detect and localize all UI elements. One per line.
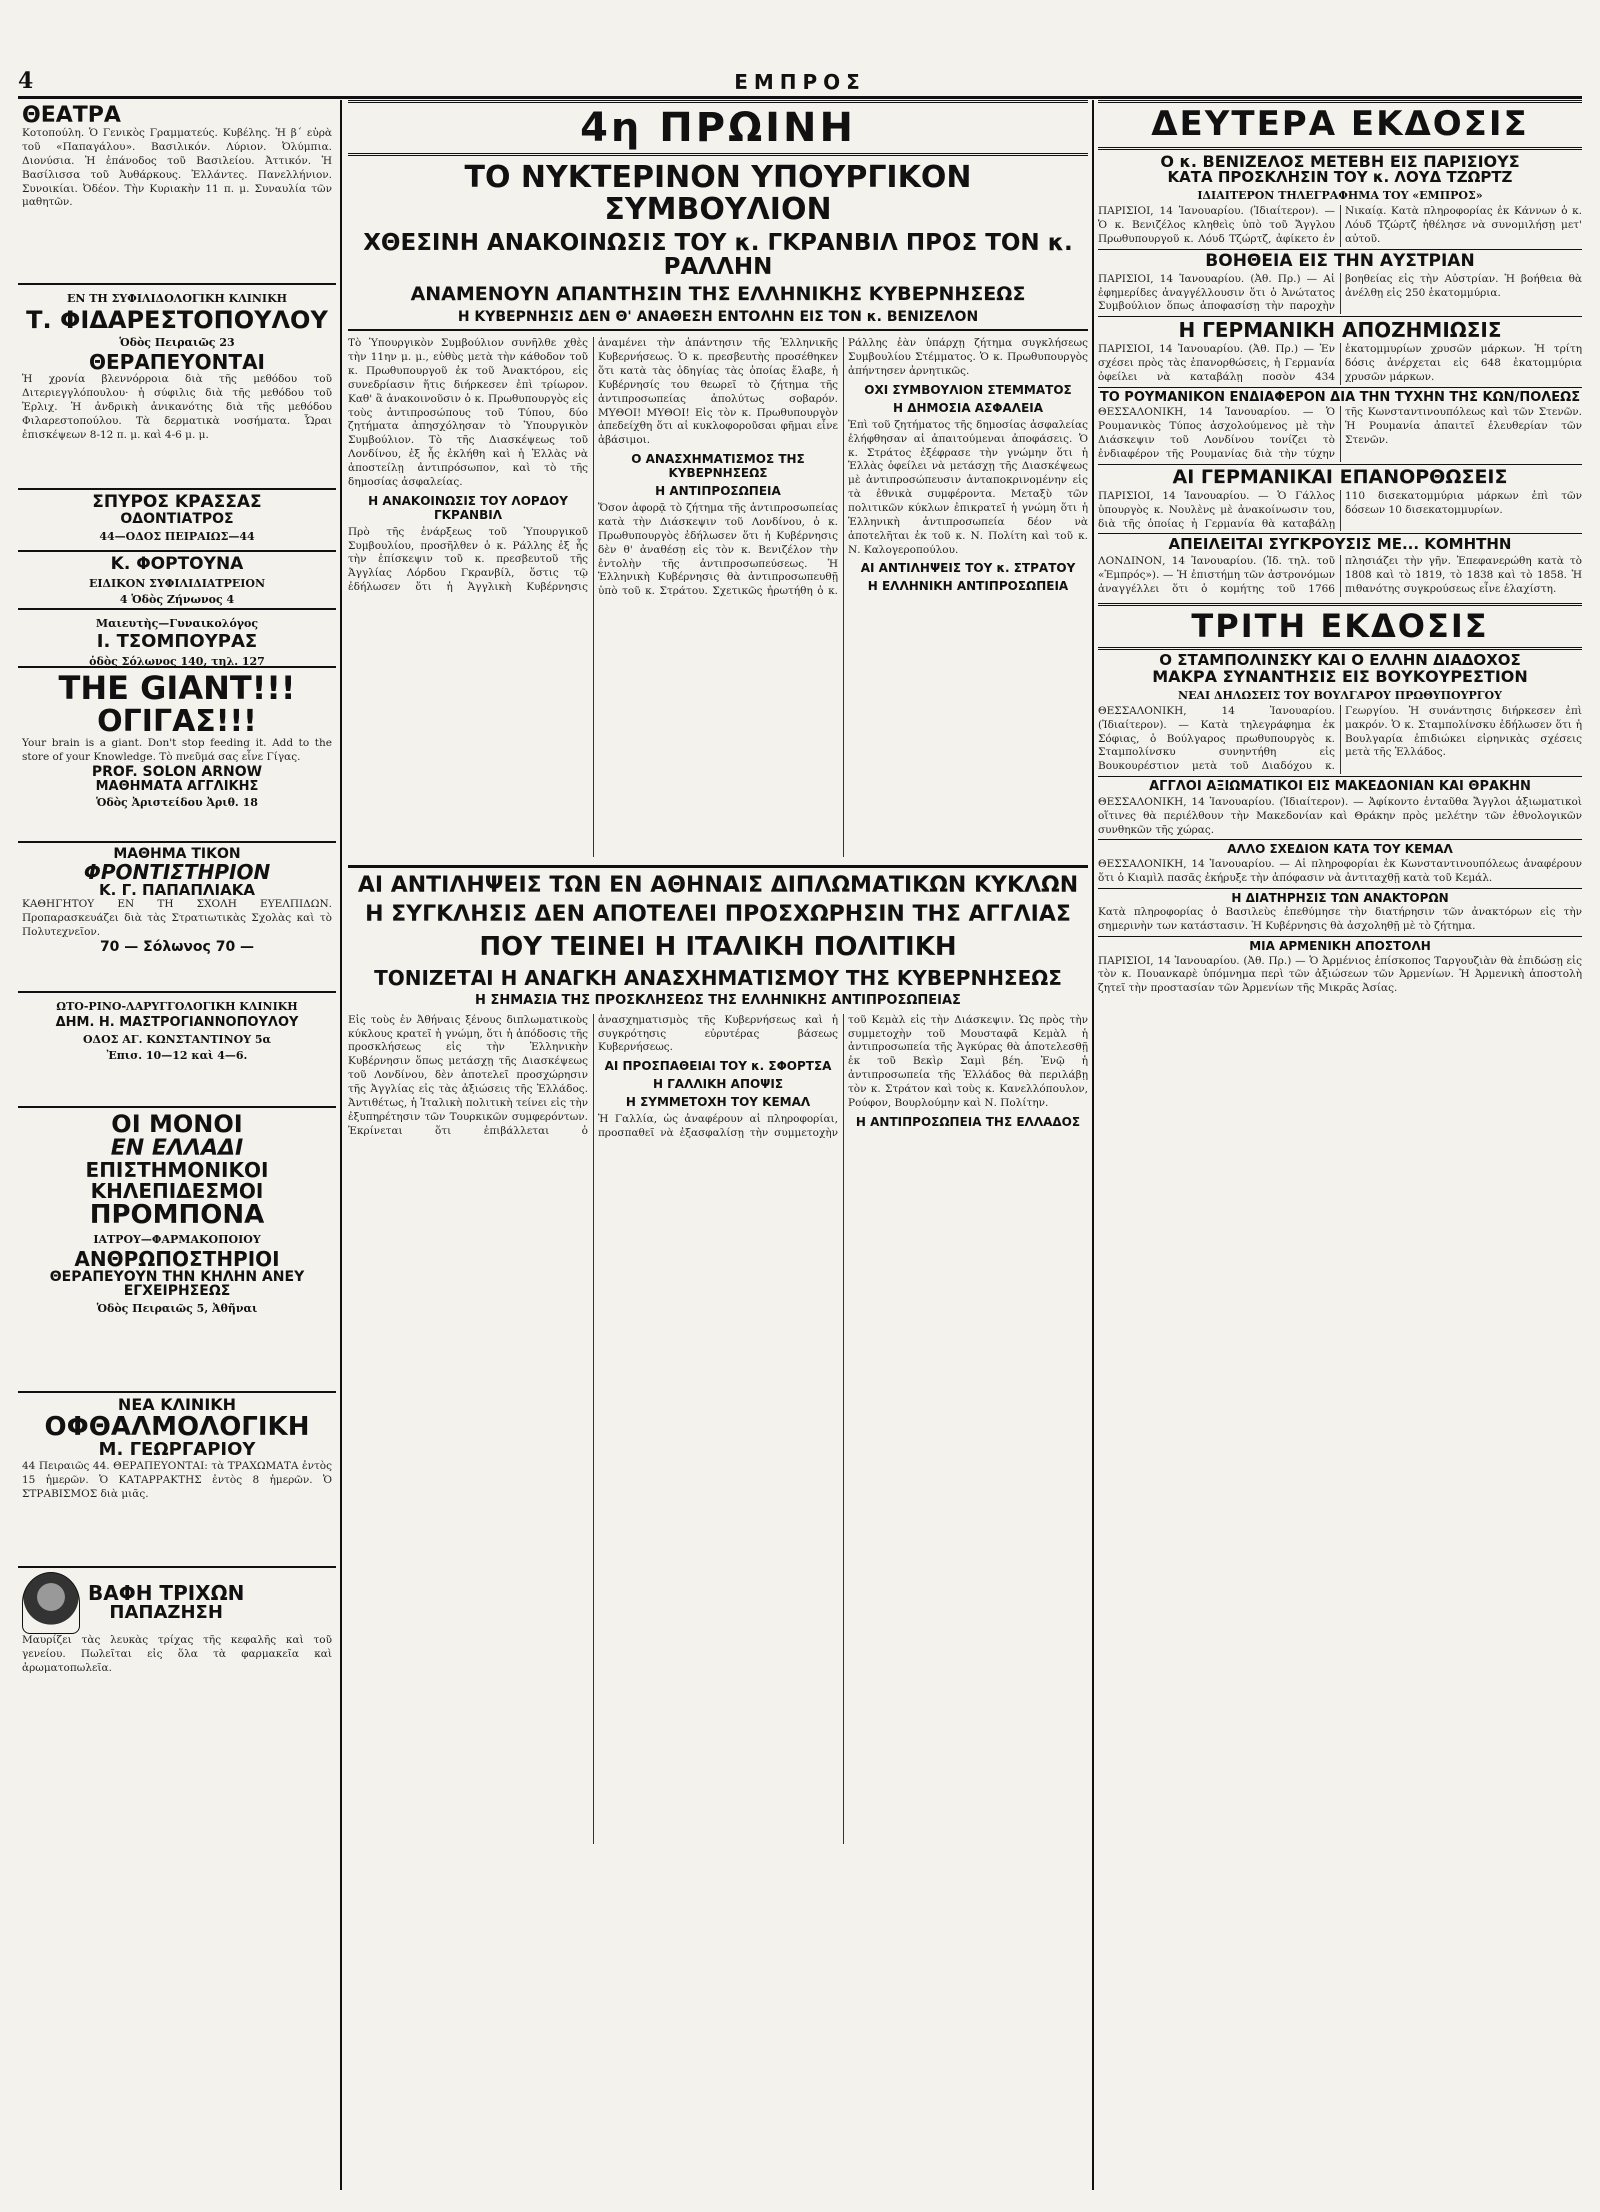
ad-giant	[18, 668, 336, 843]
section-heading: ΟΧΙ ΣΥΜΒΟΥΛΙΟΝ ΣΤΕΜΜΑΤΟΣ	[864, 382, 1072, 397]
ad-hours: Ἐπισ. 10—12 καὶ 4—6.	[106, 1048, 248, 1062]
ad-line: ΜΑΘΗΜΑ ΤΙΚΟΝ	[113, 846, 241, 862]
center-news-column	[348, 100, 1088, 2190]
column-rule	[340, 100, 342, 2190]
ad-address: Ὁδὸς Πειραιῶς 5, Ἀθῆναι	[96, 1301, 258, 1315]
section-heading: Η ΑΝΑΚΟΙΝΩΣΙΣ ΤΟΥ ΛΟΡΔΟΥ ΓΚΡΑΝΒΙΛ	[368, 493, 568, 522]
ad-name: Ι. ΤΣΟΜΠΟΥΡΑΣ	[96, 631, 258, 652]
dispatch-text: ΠΑΡΙΣΙΟΙ, 14 Ἰανουαρίου. (Ἰδιαίτερον). — Ὁ κ. Βενιζέλος κληθεὶς ὑπὸ τοῦ Ἄγγλου Πρωθυπουργοῦ κ. Λόυδ Τζώρτζ, ἀφίκετο ἐν Νικαίᾳ. Κατὰ πληροφορίας ἐκ Κάννων ὁ κ. Λόυδ Τζώρτζ ἠθέλησε νὰ συνομιλήσῃ μετ' αὐτοῦ.	[1098, 205, 1582, 245]
ad-krassas	[18, 490, 336, 552]
ad-line: ΟΙ ΜΟΝΟΙ	[111, 1110, 243, 1138]
ad-fortouna	[18, 552, 336, 610]
mid-headline-1: ΑΙ ΑΝΤΙΛΗΨΕΙΣ ΤΩΝ ΕΝ ΑΘΗΝΑΙΣ ΔΙΠΛΩΜΑΤΙΚΩΝ ΚΥΚΛΩΝ	[357, 873, 1079, 899]
ad-giant-greek: ΟΓΙΓΑΣ!!!	[97, 703, 257, 739]
right-headline: ΑΓΓΛΟΙ ΑΞΙΩΜΑΤΙΚΟΙ ΕΙΣ ΜΑΚΕΔΟΝΙΑΝ ΚΑΙ ΘΡΑΚΗΝ	[1098, 776, 1582, 794]
article-body: Ἡ Γαλλία, ὡς ἀναφέρουν αἱ πληροφορίαι, προσπαθεῖ νὰ ἐξασφαλίσῃ τὴν συμμετοχὴν τοῦ Κεμὰλ εἰς τὴν Διάσκεψιν. Ὡς πρὸς τὴν συμμετοχὴν τοῦ Μουσταφᾶ Κεμὰλ ἡ ἀντιπροσωπεία τῆς Ἀγκύρας θὰ ἀποτελεσθῇ ἐκ τοῦ Βεκὶρ Σαμὶ βέη. Ἐνῷ ἡ ἀντιπροσωπεία τῆς Ἑλλάδος θὰ περιλάβῃ τὸν κ. Στράτον καὶ τοὺς κ. Κανελλόπουλον, Ρούφον, Βουρλούμην καὶ Ν. Πολίτην.	[598, 1013, 1088, 1140]
ad-line: ΕΠΙΣΤΗΜΟΝΙΚΟΙ	[85, 1158, 269, 1183]
dispatch-text: ΘΕΣΣΑΛΟΝΙΚΗ, 14 Ἰανουαρίου. (Ἰδιαίτερον). — Κατὰ τηλεγράφημα ἐκ Σόφιας, ὁ Βούλγαρος πρωθυπουργὸς κ. Σταμπολίνσκυ συνηντήθη εἰς Βουκουρέστιον μετὰ τοῦ Διαδόχου κ. Γεωργίου. Ἡ συνάντησις διήρκεσεν ἐπὶ μακρόν. Ὁ κ. Σταμπολίνσκυ ἐδήλωσεν ὅτι ἡ Βουλγαρία ἐπιδιώκει εἰρηνικὰς σχέσεις μετὰ τῆς Ἑλλάδος.	[1098, 704, 1582, 773]
edition-banner: 4η ΠΡΩΙΝΗ	[348, 100, 1088, 156]
right-headline: ΑΛΛΟ ΣΧΕΔΙΟΝ ΚΑΤΑ ΤΟΥ ΚΕΜΑΛ	[1098, 839, 1582, 856]
theatre-title: ΘΕΑΤΡΑ	[22, 103, 121, 128]
section-heading: ΑΙ ΑΝΤΙΛΗΨΕΙΣ ΤΟΥ κ. ΣΤΡΑΤΟΥ	[860, 561, 1076, 576]
ad-title: ΑΝΘΡΩΠΟΣΤΗΡΙΟΙ	[74, 1246, 280, 1271]
headline-3: ΑΝΑΜΕΝΟΥΝ ΑΠΑΝΤΗΣΙΝ ΤΗΣ ΕΛΛΗΝΙΚΗΣ ΚΥΒΕΡΝΗΣΕΩΣ	[410, 283, 1026, 306]
mid-headline-4: ΤΟΝΙΖΕΤΑΙ Η ΑΝΑΓΚΗ ΑΝΑΣΧΗΜΑΤΙΣΜΟΥ ΤΗΣ ΚΥΒΕΡΝΗΣΕΩΣ	[374, 965, 1062, 990]
mid-headline-3: ΠΟΥ ΤΕΙΝΕΙ Η ΙΤΑΛΙΚΗ ΠΟΛΙΤΙΚΗ	[479, 932, 957, 963]
dispatch-text: ΠΑΡΙΣΙΟΙ, 14 Ἰανουαρίου. (Ἀθ. Πρ.) — Ἐν σχέσει πρὸς τὰς ἐπανορθώσεις, ἡ Γερμανία ὀφείλει νὰ καταβάλῃ ποσὸν 434 ἑκατομμυρίων χρυσῶν μάρκων. Ἡ τρίτη δόσις ἀνέρχεται εἰς 648 ἑκατομμύρια χρυσῶν μάρκων.	[1098, 343, 1582, 383]
ad-address: 44—ΟΔΟΣ ΠΕΙΡΑΙΩΣ—44	[99, 529, 255, 543]
ad-name: ΔΗΜ. Η. ΜΑΣΤΡΟΓΙΑΝΝΟΠΟΥΛΟΥ	[55, 1015, 299, 1030]
section-heading: Η ΑΝΤΙΠΡΟΣΩΠΕΙΑ ΤΗΣ ΕΛΛΑΔΟΣ	[855, 1114, 1081, 1129]
right-headline: ΚΑΤΑ ΠΡΟΣΚΛΗΣΙΝ ΤΟΥ κ. ΛΟΥΔ ΤΖΩΡΤΖ	[1167, 168, 1513, 187]
ad-teacher: PROF. SOLON ARNOW	[91, 763, 263, 780]
section-heading: Η ΑΝΤΙΠΡΟΣΩΠΕΙΑ	[655, 484, 781, 499]
article-body: Τὸ Ὑπουργικὸν Συμβούλιον συνῆλθε χθὲς τὴν 11ην μ. μ., εὐθὺς μετὰ τὴν κάθοδον τοῦ κ. Πρωθυπουργοῦ ἐκ τοῦ Ἀνακτόρου, εἰς συνεδρίασιν ἥτις διήρκεσεν ἐπὶ τρίωρον. Καθ' ἃ ἀνακοινοῦσιν ὁ κ. Πρωθυπουργὸς εἰς τοὺς ἀντιπροσώπους τοῦ Τύπου, δύο ζητήματα ἀπησχόλησαν τὸ Ὑπουργικὸν Συμβούλιον. Τὸ τῆς Διασκέψεως τοῦ Λονδίνου, ἐξ ἧς ἐκλήθη καὶ ἡ Ἑλλὰς νὰ ἀποστείλῃ ἀντιπρόσωπον, καὶ τὸ τῆς δημοσίας ἀσφαλείας.	[348, 337, 588, 488]
second-edition-banner: ΔΕΥΤΕΡΑ ΕΚΔΟΣΙΣ	[1098, 100, 1582, 150]
ad-tsompourtas	[18, 610, 336, 668]
right-subline: ΝΕΑΙ ΔΗΛΩΣΕΙΣ ΤΟΥ ΒΟΥΛΓΑΡΟΥ ΠΡΩΘΥΠΟΥΡΓΟΥ	[1178, 688, 1502, 702]
ad-title: ΟΔΟΝΤΙΑΤΡΟΣ	[120, 510, 234, 527]
mid-headline-2: Η ΣΥΓΚΛΗΣΙΣ ΔΕΝ ΑΠΟΤΕΛΕΙ ΠΡΟΣΧΩΡΗΣΙΝ ΤΗΣ ΑΓΓΛΙΑΣ	[365, 902, 1071, 928]
right-headline: ΜΙΑ ΑΡΜΕΝΙΚΗ ΑΠΟΣΤΟΛΗ	[1098, 936, 1582, 953]
paper-name: ΕΜΠΡΟΣ	[734, 70, 866, 94]
right-headline: ΒΟΗΘΕΙΑ ΕΙΣ ΤΗΝ ΑΥΣΤΡΙΑΝ	[1098, 249, 1582, 271]
ad-giant-title: THE GIANT!!!	[58, 669, 296, 707]
left-ads-column	[18, 100, 336, 2190]
ad-line: ΝΕΑ ΚΛΙΝΙΚΗ	[117, 1395, 237, 1414]
dispatch-text: ΛΟΝΔΙΝΟΝ, 14 Ἰανουαρίου. (Ἰδ. τηλ. τοῦ «Ἐμπρός»). — Ἡ ἐπιστήμη τῶν ἀστρονόμων ἀναγγέλλει ὅτι ὁ κομήτης τοῦ 1766 πλησιάζει τὴν γῆν. Ἐπεφανερώθη κατὰ τὸ 1808 καὶ τὸ 1819, τὸ 1838 καὶ τὸ 1858. Ἡ πιθανότης συγκρούσεως εἶνε ἐλαχίστη.	[1098, 555, 1582, 595]
dispatch-text: ΘΕΣΣΑΛΟΝΙΚΗ, 14 Ἰανουαρίου. — Αἱ πληροφορίαι ἐκ Κωνσταντινουπόλεως ἀναφέρουν ὅτι ὁ Κιαμὶλ πασᾶς ἐκήρυξε τὴν ἀπόφασιν νὰ ἀντιταχθῇ κατὰ τοῦ Κεμάλ.	[1098, 857, 1582, 884]
ad-subject: ΜΑΘΗΜΑΤΑ ΑΓΓΛΙΚΗΣ	[95, 778, 259, 794]
ad-line: ΕΝ ΕΛΛΑΔΙ	[110, 1136, 244, 1162]
right-headline: ΤΟ ΡΟΥΜΑΝΙΚΟΝ ΕΝΔΙΑΦΕΡΟΝ ΔΙΑ ΤΗΝ ΤΥΧΗΝ ΤΗΣ ΚΩΝ/ΠΟΛΕΩΣ	[1098, 387, 1582, 405]
section-heading: Η ΣΥΜΜΕΤΟΧΗ ΤΟΥ ΚΕΜΑΛ	[625, 1095, 811, 1110]
ad-doctor-name: Τ. ΦΙΔΑΡΕΣΤΟΠΟΥΛΟΥ	[26, 306, 328, 334]
article-diplomatic	[348, 1014, 1088, 1844]
ad-address: 70 — Σόλωνος 70 —	[99, 939, 255, 956]
ad-address: Ὁδὸς Ἀριστείδου Ἀριθ. 18	[96, 796, 258, 810]
ad-name: Μ. ΓΕΩΡΓΑΡΙΟΥ	[98, 1439, 256, 1461]
ad-address: ὁδὸς Σόλωνος 140, τηλ. 127	[89, 654, 265, 668]
ad-papazisi	[18, 1568, 336, 1948]
right-news-column	[1098, 100, 1582, 2190]
right-subline: ΙΔΙΑΙΤΕΡΟΝ ΤΗΛΕΓΡΑΦΗΜΑ ΤΟΥ «ΕΜΠΡΟΣ»	[1197, 189, 1483, 203]
portrait-illustration	[22, 1572, 80, 1634]
third-edition-banner: ΤΡΙΤΗ ΕΚΔΟΣΙΣ	[1098, 603, 1582, 651]
ad-line: ΟΦΘΑΛΜΟΛΟΓΙΚΗ	[44, 1411, 310, 1442]
section-heading: Η ΕΛΛΗΝΙΚΗ ΑΝΤΙΠΡΟΣΩΠΕΙΑ	[867, 579, 1069, 594]
second-article	[348, 865, 1088, 1843]
ad-address: 4 Ὁδὸς Ζήνωνος 4	[119, 592, 235, 606]
ad-mastrogiannopoulou	[18, 993, 336, 1108]
ad-name: ΠΑΠΑΖΗΣΗ	[109, 1602, 223, 1624]
page-number: 4	[18, 68, 34, 94]
right-headline: ΑΙ ΓΕΡΜΑΝΙΚΑΙ ΕΠΑΝΟΡΘΩΣΕΙΣ	[1098, 464, 1582, 488]
ad-sub: ΙΑΤΡΟΥ—ΦΑΡΜΑΚΟΠΟΙΟΥ	[93, 1232, 261, 1246]
section-heading: Ο ΑΝΑΣΧΗΜΑΤΙΣΜΟΣ ΤΗΣ ΚΥΒΕΡΝΗΣΕΩΣ	[631, 452, 805, 481]
ad-text: ΘΕΡΑΠΕΥΟΥΝ ΤΗΝ ΚΗΛΗΝ ΑΝΕΥ ΕΓΧΕΙΡΗΣΕΩΣ	[49, 1268, 305, 1300]
ad-name: ΣΠΥΡΟΣ ΚΡΑΣΣΑΣ	[92, 492, 262, 512]
right-headline: ΜΑΚΡΑ ΣΥΝΑΝΤΗΣΙΣ ΕΙΣ ΒΟΥΚΟΥΡΕΣΤΙΟΝ	[1152, 667, 1528, 687]
right-headline: Η ΔΙΑΤΗΡΗΣΙΣ ΤΩΝ ΑΝΑΚΤΟΡΩΝ	[1098, 888, 1582, 905]
ad-address: ΟΔΟΣ ΑΓ. ΚΩΝΣΤΑΝΤΙΝΟΥ 5α	[82, 1032, 272, 1046]
ad-name: Κ. Γ. ΠΑΠΑΠΛΙΑΚΑ	[99, 880, 255, 899]
column-rule	[1092, 100, 1094, 2190]
right-headline: ΑΠΕΙΛΕΙΤΑΙ ΣΥΓΚΡΟΥΣΙΣ ΜΕ... ΚΟΜΗΤΗΝ	[1098, 533, 1582, 553]
theatre-listings	[18, 100, 336, 285]
ad-georgariou	[18, 1393, 336, 1568]
section-heading: ΑΙ ΠΡΟΣΠΑΘΕΙΑΙ ΤΟΥ κ. ΣΦΟΡΤΣΑ	[604, 1059, 832, 1074]
ad-fidarestopoulou	[18, 285, 336, 490]
ad-text: Ἡ χρονία βλεννόρροια διὰ τῆς μεθόδου τοῦ Διτεριεγγλόπουλου· ἡ σύφιλις διὰ τῆς μεθόδου τοῦ Ἐρλιχ. Ἡ ἀνδρικὴ ἀνικανότης διὰ τῆς μεθόδου Φιλαρεστοπούλου. Τὰ δερματικὰ νοσήματα. Ὧραι ἐπισκέψεων 8-12 π. μ. καὶ 4-6 μ. μ.	[22, 373, 332, 441]
article-body: Εἰς τοὺς ἐν Ἀθήναις ξένους διπλωματικοὺς κύκλους κρατεῖ ἡ γνώμη, ὅτι ἡ ἀπόδοσις τῆς προσκλήσεως εἰς τὴν Ἑλληνικὴν Κυβέρνησιν ὅπως μετάσχῃ τῆς Διασκέψεως τοῦ Λονδίνου, δὲν ἀποτελεῖ προσχώρησιν τῆς Ἀγγλίας εἰς τὰς ἀξιώσεις τῆς Ἑλλάδος. Ἀντιθέτως, ἡ Ἰταλικὴ πολιτικὴ τείνει εἰς τὴν ἐξυπηρέτησιν τῶν Τουρκικῶν συμφερόντων. Ἐκρίνεται ὅτι ἐπιβάλλεται ὁ ἀνασχηματισμὸς τῆς Κυβερνήσεως καὶ ἡ συγκρότησις εὐρυτέρας βάσεως Κυβερνήσεως.	[348, 1013, 838, 1137]
right-headline: Η ΓΕΡΜΑΝΙΚΗ ΑΠΟΖΗΜΙΩΣΙΣ	[1098, 316, 1582, 341]
ad-text: Your brain is a giant. Don't stop feeding it. Add to the store of your Knowledge. Τὸ πνεῦμά σας εἶνε Γίγας.	[22, 737, 332, 763]
article-cabinet	[348, 337, 1088, 857]
ad-heading: ΘΕΡΑΠΕΥΟΝΤΑΙ	[89, 350, 265, 375]
ad-text: ΚΑΘΗΓΗΤΟΥ ΕΝ ΤΗ ΣΧΟΛΗ ΕΥΕΛΠΙΔΩΝ. Προπαρασκευάζει διὰ τὰς Στρατιωτικὰς Σχολὰς καὶ τὸ Πολυτεχνεῖον.	[22, 898, 332, 939]
headline-2: ΧΘΕΣΙΝΗ ΑΝΑΚΟΙΝΩΣΙΣ ΤΟΥ κ. ΓΚΡΑΝΒΙΛ ΠΡΟΣ ΤΟΝ κ. ΡΑΛΛΗΝ	[363, 230, 1073, 281]
ad-title: ΒΑΦΗ ΤΡΙΧΩΝ	[88, 1581, 245, 1606]
dispatch-text: ΠΑΡΙΣΙΟΙ, 14 Ἰανουαρίου. (Ἀθ. Πρ.) — Αἱ ἐφημερίδες ἀναγγέλλουσιν ὅτι ὁ Ἀνώτατος Συμβούλιον ὅπως ἀποφασίσῃ τὴν παροχὴν βοηθείας εἰς τὴν Αὐστρίαν. Ἡ βοήθεια θὰ ἀνέλθῃ εἰς 250 ἑκατομμύρια.	[1098, 272, 1582, 313]
ad-papapliaka	[18, 843, 336, 993]
section-heading: Η ΔΗΜΟΣΙΑ ΑΣΦΑΛΕΙΑ	[892, 400, 1044, 415]
ad-text: Μαυρίζει τὰς λευκὰς τρίχας τῆς κεφαλῆς καὶ τοῦ γενείου. Πωλεῖται εἰς ὅλα τὰ φαρμακεῖα καὶ ἀρωματοπωλεῖα.	[22, 1634, 332, 1674]
masthead	[18, 62, 1582, 99]
headline-4: Η ΚΥΒΕΡΝΗΣΙΣ ΔΕΝ Θ' ΑΝΑΘΕΣΗ ΕΝΤΟΛΗΝ ΕΙΣ ΤΟΝ κ. ΒΕΝΙΖΕΛΟΝ	[348, 309, 1088, 331]
article-body: Ἐπὶ τοῦ ζητήματος τῆς δημοσίας ἀσφαλείας ἐλήφθησαν αἱ ἀπαιτούμεναι ἀποφάσεις. Ὁ κ. Στράτος ἐξέφρασε τὴν γνώμην ὅτι ἡ Ἑλλὰς ὀφείλει νὰ μετάσχῃ τῆς Διασκέψεως μὲ ἀντιπροσώπευσιν ἀνταποκρινομένην εἰς τὰ ἐθνικὰ συμφέροντα. Μεταξὺ τῶν πολιτικῶν κύκλων ἐπικρατεῖ ἡ γνώμη ὅτι ἡ Ἑλληνικὴ ἀντιπροσωπεία δέον νὰ ἀποτελῆται ἐκ τοῦ κ. Ν. Πολίτη καὶ τοῦ κ. Ν. Καλογεροπούλου.	[848, 418, 1088, 556]
ad-name: ΠΡΟΜΠΟΝΑ	[89, 1200, 265, 1231]
dispatch-text: Κατὰ πληροφορίας ὁ Βασιλεὺς ἐπεθύμησε τὴν διατήρησιν τῶν ἀνακτόρων εἰς τὴν σημερινὴν των κατάστασιν. Ἡ Κυβέρνησις θὰ ἀσχοληθῇ μὲ τὸ ζήτημα.	[1098, 906, 1582, 933]
mid-headline-5: Η ΣΗΜΑΣΙΑ ΤΗΣ ΠΡΟΣΚΛΗΣΕΩΣ ΤΗΣ ΕΛΛΗΝΙΚΗΣ ΑΝΤΙΠΡΟΣΩΠΕΙΑΣ	[475, 992, 961, 1008]
ad-line: ΚΗΛΕΠΙΔΕΣΜΟΙ	[90, 1179, 264, 1204]
ad-title: ΕΙΔΙΚΟΝ ΣΥΦΙΛΙΔΙΑΤΡΕΙΟΝ	[88, 576, 266, 590]
ad-address: Ὁδὸς Πειραιῶς 23	[119, 336, 235, 350]
section-heading: Η ΓΑΛΛΙΚΗ ΑΠΟΨΙΣ	[652, 1077, 784, 1092]
ad-text: 44 Πειραιῶς 44. ΘΕΡΑΠΕΥΟΝΤΑΙ: τὰ ΤΡΑΧΩΜΑΤΑ ἐντὸς 15 ἡμερῶν. Ὁ ΚΑΤΑΡΡΑΚΤΗΣ ἐντὸς 8 ἡμερῶν. Ὁ ΣΤΡΑΒΙΣΜΟΣ διὰ μιᾶς.	[22, 1459, 332, 1500]
dispatch-text: ΘΕΣΣΑΛΟΝΙΚΗ, 14 Ἰανουαρίου. — Ὁ Ρουμανικὸς Τύπος ἀσχολούμενος μὲ τὴν Διάσκεψιν τοῦ Λονδίνου τονίζει τὸ ἐνδιαφέρον τῆς Ρουμανίας διὰ τὴν τύχην τῆς Κωνσταντινουπόλεως καὶ τῶν Στενῶν. Ἡ Ρουμανία ἀπαιτεῖ ἐλευθερίαν τῶν Στενῶν.	[1098, 406, 1582, 461]
headline-1: ΤΟ ΝΥΚΤΕΡΙΝΟΝ ΥΠΟΥΡΓΙΚΟΝ ΣΥΜΒΟΥΛΙΟΝ	[464, 160, 972, 227]
ad-line: ΦΡΟΝΤΙΣΤΗΡΙΟΝ	[83, 859, 271, 884]
article-body: Πρὸ τῆς ἐνάρξεως τοῦ Ὑπουργικοῦ Συμβουλίου, προσῆλθεν ὁ κ. Ράλλης ἐξ ἧς τὴν ἐπίσκεψιν τοῦ κ. πρεσβευτοῦ τῆς Ἀγγλίας Λόρδου Γκρανβίλ, ὅστις τῷ ἐδήλωσεν ὅτι ἡ Ἀγγλικὴ Κυβέρνησις ἀναμένει τὴν ἀπάντησιν τῆς Ἑλληνικῆς Κυβερνήσεως. Ὁ κ. πρεσβευτὴς προσέθηκεν ὅτι κατὰ τὰς ὁδηγίας τὰς ὁποίας ἔλαβε, ἡ Κυβέρνησίς του θεωρεῖ τὸ ζήτημα τῆς ἀντιπροσωπείας ἀπολύτως σοβαρόν. ΜΥΘΟΙ! ΜΥΘΟΙ! Εἰς τὸν κ. Πρωθυπουργὸν ἀπεδείχθη ὅτι αἱ κυκλοφοροῦσαι φῆμαι εἶνε ἀβάσιμοι.	[348, 337, 838, 594]
ad-title: ΩΤΟ-ΡΙΝΟ-ΛΑΡΥΓΓΟΛΟΓΙΚΗ ΚΛΙΝΙΚΗ	[56, 1000, 298, 1013]
ad-clinic-label: ΕΝ ΤΗ ΣΥΦΙΛΙΔΟΛΟΓΙΚΗ ΚΛΙΝΙΚΗ	[66, 292, 288, 305]
ad-name: Κ. ΦΟΡΤΟΥΝΑ	[110, 554, 244, 574]
dispatch-text: ΠΑΡΙΣΙΟΙ, 14 Ἰανουαρίου. (Ἀθ. Πρ.) — Ὁ Ἀρμένιος ἐπίσκοπος Ταργουζιὰν θὰ ἐπιδώσῃ εἰς τὸν κ. Πουανκαρὲ ὑπόμνημα περὶ τῶν ἀξιώσεων τῶν Ἀρμενίων. Ἡ Ἀρμενικὴ ἀποστολὴ ζητεῖ τὴν προστασίαν τῶν Ἀρμενίων τῆς Μικρᾶς Ἀσίας.	[1098, 954, 1582, 995]
dispatch-text: ΠΑΡΙΣΙΟΙ, 14 Ἰανουαρίου. — Ὁ Γάλλος ὑπουργὸς κ. Νουλὲνς μὲ ἀνακοίνωσιν του, διὰ τῆς ὁποίας ἡ Γερμανία θὰ καταβάλῃ 110 δισεκατομμύρια μάρκων ἐπὶ τῶν δόσεων 10 δισεκατομμυρίων.	[1098, 489, 1582, 530]
right-headline: Ο κ. ΒΕΝΙΖΕΛΟΣ ΜΕΤΕΒΗ ΕΙΣ ΠΑΡΙΣΙΟΥΣ	[1160, 151, 1520, 171]
ad-title: Μαιευτὴς—Γυναικολόγος	[95, 617, 259, 630]
ad-promponas	[18, 1108, 336, 1393]
theatre-text: Κοτοπούλη. Ὁ Γενικὸς Γραμματεύς. Κυβέλης. Ἡ β΄ εὐρὰ τοῦ «Παπαγάλου». Βασιλικόν. Λύριον. Ὀλύμπια. Διονύσια. Ἡ ἐπάνοδος τοῦ Βασιλείου. Ἀττικόν. Ἡ Βασίλισσα τοῦ Ἀυθάρκους. Ἐλλάντες. Πανελλήνιον. Συνοικίαι. Ὀδέον. Τὴν Κυριακὴν 11 π. μ. Συναυλία τῶν μαθητῶν.	[22, 127, 332, 209]
article-body: Ὅσον ἀφορᾷ τὸ ζήτημα τῆς ἀντιπροσωπείας κατὰ τὴν Διάσκεψιν τοῦ Λονδίνου, ὁ κ. Πρωθυπουργὸς ἐδήλωσεν ὅτι ἡ Κυβέρνησις δὲν θ' ἀναθέσῃ εἰς τὸν κ. Βενιζέλον τὴν ἐντολὴν τῆς ἀντιπροσωπεύσεως. Ἡ Ἑλληνικὴ Κυβέρνησις θὰ ἀντιπροσωπευθῇ ὑπὸ τοῦ κ. Στράτου. Σχετικῶς ἠρωτήθη ὁ κ. Ράλλης ἐὰν ὑπάρχῃ ζήτημα συγκλήσεως Συμβουλίου Στέμματος. Ὁ κ. Πρωθυπουργὸς ἀπήντησεν ἀρνητικῶς.	[598, 337, 1088, 598]
right-headline: Ο ΣΤΑΜΠΟΛΙΝΣΚΥ ΚΑΙ Ο ΕΛΛΗΝ ΔΙΑΔΟΧΟΣ	[1159, 651, 1521, 670]
dispatch-text: ΘΕΣΣΑΛΟΝΙΚΗ, 14 Ἰανουαρίου. (Ἰδιαίτερον). — Ἀφίκοντο ἐνταῦθα Ἄγγλοι ἀξιωματικοὶ οἵτινες θὰ περιέλθουν τὴν Μακεδονίαν καὶ Θράκην πρὸς μελέτην τῶν ἐθνολογικῶν συνθηκῶν τῆς χώρας.	[1098, 795, 1582, 836]
